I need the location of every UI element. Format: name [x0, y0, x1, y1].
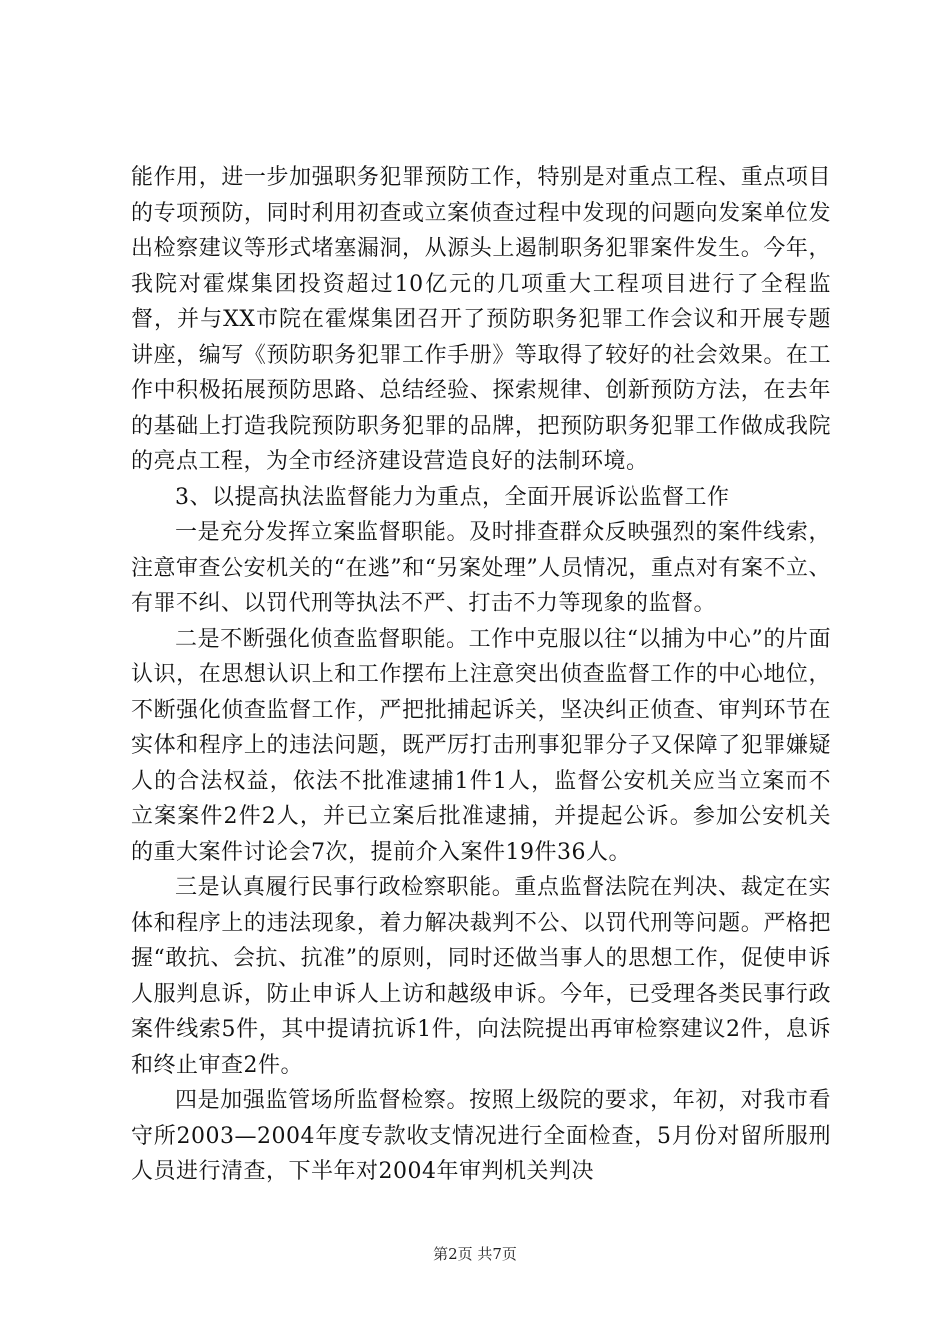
- page-number-footer: 第2页 共7页: [433, 1245, 517, 1263]
- paragraph-civil-administrative: 三是认真履行民事行政检察职能。重点监督法院在判决、裁定在实体和程序上的违法现象，着力解决裁判不公、以罚代刑等问题。严格把握“敢抗、会抗、抗准”的原则，同时还做当事人的思想工作，促使申诉人服判息诉，防止申诉人上访和越级申诉。今年，已受理各类民事行政案件线索5件，其中提请抗诉1件，向法院提出再审检察建议2件，息诉和终止审查2件。: [131, 875, 831, 1078]
- paragraph-investigation-supervision: 二是不断强化侦查监督职能。工作中克服以往“以捕为中心”的片面认识，在思想认识上和工作摆布上注意突出侦查监督工作的中心地位，不断强化侦查监督工作，严把批捕起诉关，坚决纠正侦查、审判环节在实体和程序上的违法问题，既严厉打击刑事犯罪分子又保障了犯罪嫌疑人的合法权益，依法不批准逮捕1件1人，监督公安机关应当立案而不立案案件2件2人，并已立案后批准逮捕，并提起公诉。参加公安机关的重大案件讨论会7次，提前介入案件19件36人。: [131, 626, 831, 865]
- document-body: [131, 160, 831, 1190]
- paragraph-prevention-work: 能作用，进一步加强职务犯罪预防工作，特别是对重点工程、重点项目的专项预防，同时利用初查或立案侦查过程中发现的问题向发案单位发出检察建议等形式堵塞漏洞，从源头上遏制职务犯罪案件发生。今年，我院对霍煤集团投资超过10亿元的几项重大工程项目进行了全程监督，并与XX市院在霍煤集团召开了预防职务犯罪工作会议和开展专题讲座，编写《预防职务犯罪工作手册》等取得了较好的社会效果。在工作中积极拓展预防思路、总结经验、探索规律、创新预防方法，在去年的基础上打造我院预防职务犯罪的品牌，把预防职务犯罪工作做成我院的亮点工程，为全市经济建设营造良好的法制环境。: [131, 165, 831, 474]
- section-heading-litigation-supervision: 3、以提高执法监督能力为重点，全面开展诉讼监督工作: [175, 484, 730, 510]
- paragraph-detention-supervision: 四是加强监管场所监督检察。按照上级院的要求，年初，对我市看守所2003—2004年度专款收支情况进行全面检查，5月份对留所服刑人员进行清查，下半年对2004年审判机关判决: [131, 1088, 831, 1184]
- paragraph-case-filing-supervision: 一是充分发挥立案监督职能。及时排查群众反映强烈的案件线索，注意审查公安机关的“在逃”和“另案处理”人员情况，重点对有案不立、有罪不纠、以罚代刑等执法不严、打击不力等现象的监督。: [131, 520, 831, 616]
